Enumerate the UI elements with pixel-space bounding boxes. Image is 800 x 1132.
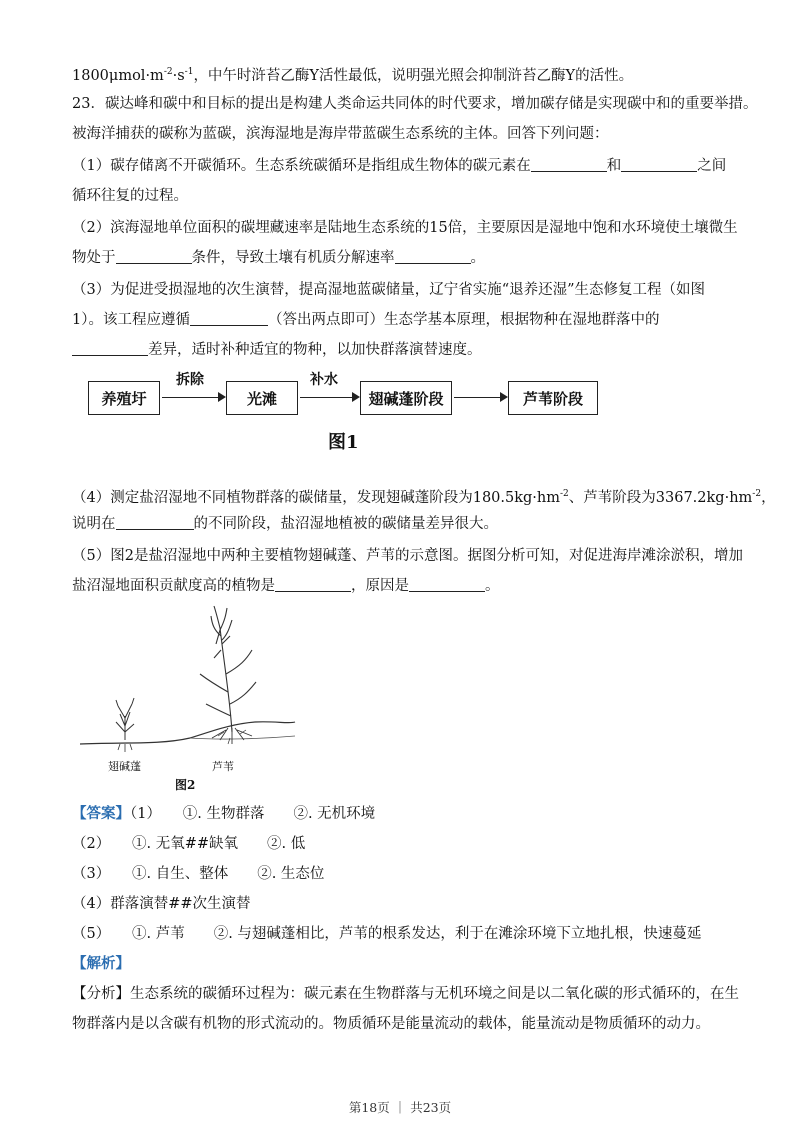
arrow-head [218,392,226,402]
page-footer: 第18页 ｜ 共23页 [348,1100,452,1115]
answer-blank [409,577,485,592]
question-5-cont [72,576,740,596]
figure-2-illustration [80,600,310,770]
answer-blank [275,577,351,592]
arrow-line [162,397,220,398]
arrow-line [454,397,502,398]
analysis-line-2: 物群落内是以含碳有机物的形式流动的。物质循环是能量流动的载体，能量流动是物质循环的动力。 [72,1016,710,1032]
arrow-head [352,392,360,402]
continuation-line [72,62,740,86]
question-3-cont-2 [72,340,740,360]
question-3-cont [72,310,740,330]
figure-1-caption: 图1 [328,432,359,453]
answer-line-3: （3） ①. 自生、整体 ②. 生态位 [72,866,325,882]
question-intro-1: 23．碳达峰和碳中和目标的提出是构建人类命运共同体的时代要求，增加碳存储是实现碳中和的重要举措。 [72,96,758,112]
question-intro-2: 被海洋捕获的碳称为蓝碳，滨海湿地是海岸带蓝碳生态系统的主体。回答下列问题： [72,126,609,142]
q1-text: 和 [606,158,622,174]
flow-box-suaeda: 翅碱蓬阶段 [360,381,452,415]
q1-text: （1）碳存储离不开碳循环。生态系统碳循环是指组成生物体的碳元素在 [72,158,531,174]
answer-blank [116,515,194,530]
q5-text: 。 [485,578,500,594]
answer-tag: 【答案】 [72,805,130,822]
q4-text: 的不同阶段，盐沼湿地植被的碳储量差异很大。 [193,516,498,532]
figure-1-flow [88,372,608,425]
q3-text: 差异，适时补种适宜的物种，以加快群落演替速度。 [148,342,482,358]
answer-blank [395,249,471,264]
ground-line [80,722,295,744]
answer-blank [72,341,148,356]
exponent: -2 [752,489,762,499]
question-4 [72,484,776,508]
question-2-cont [72,248,740,268]
suaeda-plant [116,698,134,752]
q5-text: ，原因是 [351,578,409,594]
answer-blank [621,157,697,172]
answer-blank [531,157,607,172]
question-1 [72,156,740,176]
q3-text: （答出两点即可）生态学基本原理，根据物种在湿地群落中的 [267,312,660,328]
unit-text: 1800μmol·m [72,68,164,84]
answer-text: （1） ①. 生物群落 ②. 无机环境 [130,806,376,822]
analysis-tag-line [72,954,740,974]
q2-text: 条件，导致土壤有机质分解速率 [191,250,395,266]
figure-2-caption: 图2 [175,778,196,792]
arrow-line [300,397,354,398]
q4-text: ， [761,490,776,506]
exponent: -2 [163,67,173,77]
q4-text: （4）测定盐沼湿地不同植物群落的碳储量，发现翅碱蓬阶段为180.5kg·hm [72,490,560,506]
question-4-cont [72,514,740,534]
exponent: -1 [184,67,194,77]
answer-line-2: （2） ①. 无氧##缺氧 ②. 低 [72,836,306,852]
answer-line-5: （5） ①. 芦苇 ②. 与翅碱蓬相比，芦苇的根系发达，利于在滩涂环境下立地扎根，快速蔓延 [72,926,702,942]
arrow-label-remove: 拆除 [176,372,204,388]
label-reed: 芦苇 [212,760,234,773]
q5-text: 盐沼湿地面积贡献度高的植物是 [72,578,275,594]
answer-blank [190,311,268,326]
q2-text: 。 [470,250,485,266]
exponent: -2 [560,489,569,499]
q4-text: 说明在 [72,516,116,532]
question-2: （2）滨海湿地单位面积的碳埋藏速率是陆地生态系统的15倍，主要原因是湿地中饱和水环境使土壤微生 [72,220,738,236]
q2-text: 物处于 [72,250,116,266]
q4-text: 、芦苇阶段为3367.2kg·hm [568,490,753,506]
arrow-label-water: 补水 [310,372,338,388]
question-5: （5）图2是盐沼湿地中两种主要植物翅碱蓬、芦苇的示意图。据图分析可知，对促进海岸滩涂淤积，增加 [72,548,743,564]
flow-box-reed: 芦苇阶段 [508,381,598,415]
analysis-line-1: 【分析】生态系统的碳循环过程为：碳元素在生物群落与无机环境之间是以二氧化碳的形式循环的，在生 [72,986,739,1002]
answer-line-4: （4）群落演替##次生演替 [72,896,251,912]
flow-box-mudflat: 光滩 [226,381,298,415]
flow-box-farm: 养殖圩 [88,381,160,415]
label-suaeda: 翅碱蓬 [108,760,141,773]
q1-text: 之间 [697,158,727,174]
answer-line-1 [72,804,740,824]
question-3: （3）为促进受损湿地的次生演替，提高湿地蓝碳储量，辽宁省实施“退养还湿”生态修复工程（如图 [72,282,706,298]
arrow-head [500,392,508,402]
question-1-cont: 循环往复的过程。 [72,188,188,204]
analysis-tag: 【解析】 [72,955,130,972]
q3-text: 1）。该工程应遵循 [72,312,190,328]
sentence-text: ，中午时浒苔乙酶Y活性最低，说明强光照会抑制浒苔乙酶Y的活性。 [193,68,634,84]
unit-text: ·s [172,68,185,84]
answer-blank [116,249,192,264]
